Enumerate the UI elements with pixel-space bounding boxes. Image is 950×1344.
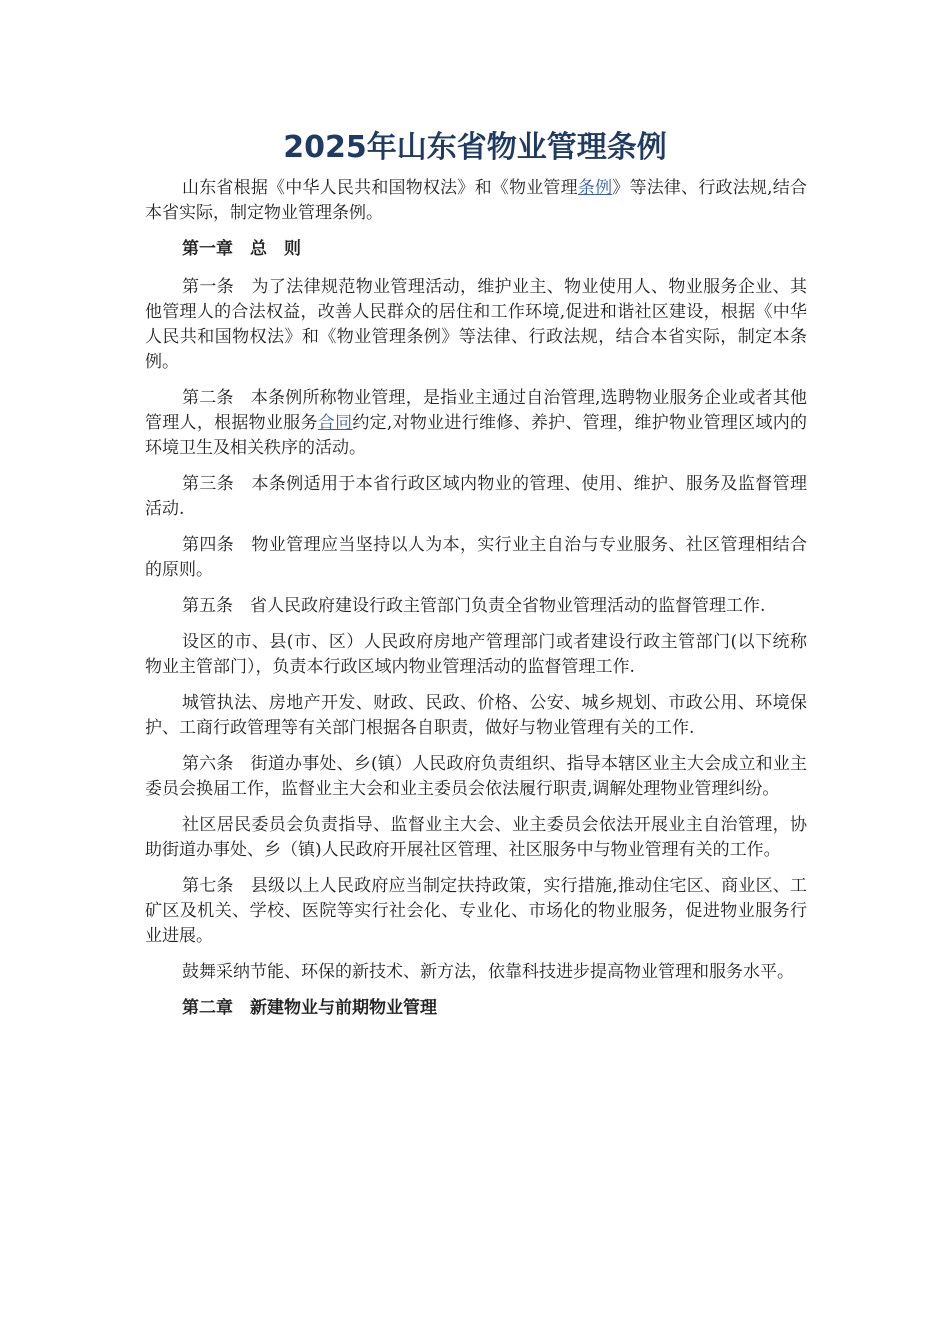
- article-1: 第一条 为了法律规范物业管理活动，维护业主、物业使用人、物业服务企业、其他管理人的合法权益，改善人民群众的居住和工作环境,促进和谐社区建设，根据《中华人民共和国物权法》和《物业管理条例》等法律、行政法规，结合本省实际，制定本条例。: [145, 277, 807, 372]
- article-5: 第五条 省人民政府建设行政主管部门负责全省物业管理活动的监督管理工作.: [182, 596, 766, 616]
- chapter-2-heading: 第二章 新建物业与前期物业管理: [182, 998, 437, 1018]
- article-5-paragraph-3: 城管执法、房地产开发、财政、民政、价格、公安、城乡规划、市政公用、环境保护、工商行政管理等有关部门根据各自职责，做好与物业管理有关的工作.: [145, 693, 807, 738]
- article-6: 第六条 街道办事处、乡(镇）人民政府负责组织、指导本辖区业主大会成立和业主委员会换届工作，监督业主大会和业主委员会依法履行职责,调解处理物业管理纠纷。: [145, 754, 807, 799]
- chapter-1-heading: 第一章 总 则: [182, 239, 301, 259]
- intro-text-1: 山东省根据《中华人民共和国物权法》和《物业管理: [182, 178, 578, 198]
- article-6-paragraph-2: 社区居民委员会负责指导、监督业主大会、业主委员会依法开展业主自治管理，协助街道办事处、乡（镇)人民政府开展社区管理、社区服务中与物业管理有关的工作。: [145, 815, 807, 860]
- intro-paragraph: [145, 176, 807, 226]
- document-body: [145, 176, 807, 1034]
- article-5-paragraph-2: 设区的市、县(市、区）人民政府房地产管理部门或者建设行政主管部门(以下统称物业主管部门），负责本行政区域内物业管理活动的监督管理工作.: [145, 632, 807, 677]
- article-2-text-1: 第二条 本条例所称物业管理，是指业主通过自治管理,选聘物业服务企业或者其他管理人，根据物业服务: [145, 388, 807, 433]
- contract-link[interactable]: 合同: [317, 413, 353, 433]
- article-7: 第七条 县级以上人民政府应当制定扶持政策，实行措施,推动住宅区、商业区、工矿区及机关、学校、医院等实行社会化、专业化、市场化的物业服务，促进物业服务行业进展。: [145, 876, 807, 946]
- article-4: 第四条 物业管理应当坚持以人为本，实行业主自治与专业服务、社区管理相结合的原则。: [145, 535, 807, 580]
- intro-text-2: 》等法律、行政法规,结合本省实际，制定物业管理条例。: [145, 178, 808, 223]
- article-2-text-2: 约定,对物业进行维修、养护、管理，维护物业管理区域内的环境卫生及相关秩序的活动。: [145, 413, 808, 458]
- article-2: [145, 386, 807, 461]
- document-title: 2025年山东省物业管理条例: [283, 130, 667, 165]
- article-3: 第三条 本条例适用于本省行政区域内物业的管理、使用、维护、服务及监督管理活动.: [145, 474, 807, 519]
- regulation-link[interactable]: 条例: [577, 178, 613, 198]
- article-7-paragraph-2: 鼓舞采纳节能、环保的新技术、新方法，依靠科技进步提高物业管理和服务水平。: [182, 962, 794, 982]
